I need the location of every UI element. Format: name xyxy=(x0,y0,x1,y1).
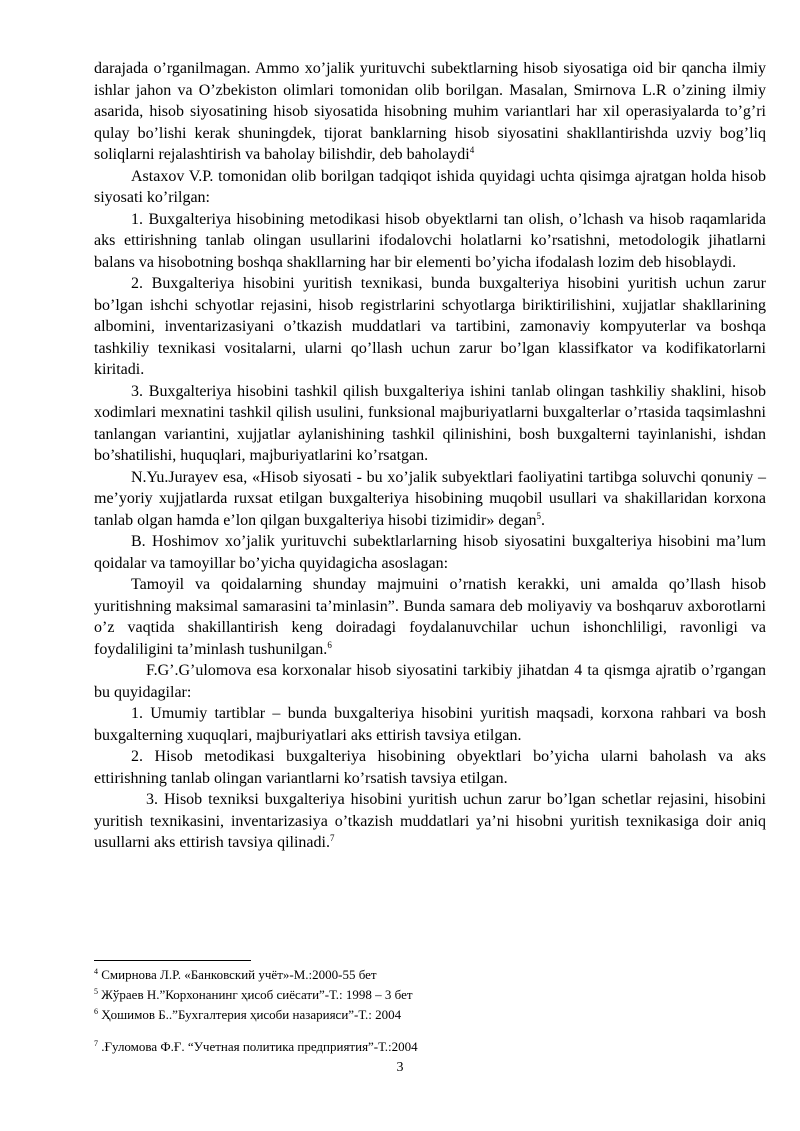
document-page xyxy=(94,58,766,854)
list-item: 1. Umumiy tartiblar – bunda buxgalteriya hisobini yuritish maqsadi, korxona rahbari va bosh buxgalterning xuquqlari, majburiyatlari aks ettirish tavsiya etilgan. xyxy=(94,705,766,744)
body-paragraph: B. Hoshimov xo’jalik yurituvchi subektlarlarning hisob siyosatini buxgalteriya hisobini ma’lum qoidalar va tamoyillar bo’yicha quyidagicha asoslagan: xyxy=(94,533,766,572)
footnote-number: 5 xyxy=(94,987,98,996)
footnote-ref: 4 xyxy=(469,145,475,155)
footnote-number: 7 xyxy=(94,1039,98,1048)
list-item: 2. Hisob metodikasi buxgalteriya hisobining obyektlari bo’yicha ularni baholash va aks ettirishning tanlab olingan variantlarni ko’rsatish tavsiya etilgan. xyxy=(94,748,766,787)
footnote-ref: 5 xyxy=(536,510,542,521)
page-number: 3 xyxy=(396,1060,404,1075)
list-item: 3. Hisob texniksi buxgalteriya hisobini yuritish uchun zarur bo’lgan schetlar rejasini, hisobini yuritish texnikasini, inventarizasiya o’tkazish muddatlari ya’ni hisobni yuritish texnikasiga doir aniq usullarni aks ettirish tavsiya qilinadi.$^7$ xyxy=(94,791,766,851)
body-paragraph: darajada o’rganilmagan. Ammo xo’jalik yurituvchi subektlarning hisob siyosatiga oid bir qancha ilmiy ishlar jahon va O’zbekiston olimlari tomonidan olib borilgan. Masalan, Smirnova L.R o’zining ilmiy asarida, hisob siyosatining hisob siyosatida hisobning muhim variantlari har xil operasiyalarda to’g’ri qulay bo’lishi kerak shuningdek, tijorat banklarning hisob siyosatini shakllantirishda uzviy bog’liq soliqlarni rejalashtirish va baholay bilishdir, deb baholaydi$^4$ xyxy=(94,60,766,163)
body-paragraph: N.Yu.Jurayev esa, «Hisob siyosati - bu xo’jalik subyektlari faoliyatini tartibga soluvchi qonuniy – me’yoriy xujjatlarda ruxsat etilgan buxgalteriya hisobining muqobil usullari va shakillaridan korxona tanlab olgan hamda e’lon qilgan buxgalteriya hisobi tizimidir» degan$^5$. xyxy=(94,468,766,529)
footnote: $^5$ Жўраев Н.”Корхонанинг ҳисоб сиёсати”-Т.: 1998 – 3 бет xyxy=(94,987,413,1002)
footnote-number: 4 xyxy=(94,967,98,976)
list-item: 2. Buxgalteriya hisobini yuritish texnikasi, bunda buxgalteriya hisobini yuritish uchun zarur bo’lgan ishchi schyotlar rejasini, hisob registrlarini schyotlarga biriktirilishini, xujjatlar shakllarining albomini, inventarizasiyani o’tkazish muddatlari va tartibini, zamonaviy kompyuterlar va boshqa tashkiliy texnikasi vositalarni, ularni qo’llash uchun zarur bo’lgan klassifkator va kodifikatorlarni kiritadi. xyxy=(94,275,766,378)
footnote-ref: 6 xyxy=(327,639,332,650)
footnote-ref: 7 xyxy=(329,833,335,843)
body-paragraph: F.G’.G’ulomova esa korxonalar hisob siyosatini tarkibiy jihatdan 4 ta qismga ajratib o’rgangan bu quyidagilar: xyxy=(94,662,766,701)
footnote: $^6$ Ҳошимов Б..”Бухгалтерия ҳисоби назарияси”-Т.: 2004 xyxy=(94,1007,402,1022)
footnote: $^4$ Смирнова Л.Р. «Банковский учёт»-М.:2000-55 бет xyxy=(94,967,377,982)
body-paragraph: Tamoyil va qoidalarning shunday majmuini o’rnatish kerakki, uni amalda qo’llash hisob yuritishning maksimal samarasini ta’minlasin”. Bunda samara deb moliyaviy va boshqaruv axborotlarni o’z vaqtida shakillantirish keng doiradagi foydalanuvchilar uchun ishonchliligi, ravonligi va foydaliligini ta’minlash tushunilgan.$^6$ xyxy=(94,576,766,658)
body-paragraph: Astaxov V.P. tomonidan olib borilgan tadqiqot ishida quyidagi uchta qisimga ajratgan holda hisob siyosati ko’rilgan: xyxy=(94,167,766,206)
list-item: 1. Buxgalteriya hisobining metodikasi hisob obyektlarni tan olish, o’lchash va hisob raqamlarida aks ettirishning tanlab olingan usullarini ifodalovchi holatlarni ko’rsatishni, metodologik jihatlarni balans va hisobotning boshqa shakllarning har bir elementi bo’yicha ifodalash lozim deb hisoblaydi. xyxy=(94,210,766,271)
footnote-separator xyxy=(94,960,251,961)
footnotes xyxy=(94,965,766,1057)
footnote: $^7$ .Ғуломова Ф.Ғ. “Учетная политика предприятия”-Т.:2004 xyxy=(94,1039,418,1054)
list-item: 3. Buxgalteriya hisobini tashkil qilish buxgalteriya ishini tanlab olingan tashkiliy shaklini, hisob xodimlari mexnatini tashkil qilish usulini, funksional majburiyatlarni buxgalterlar o’rtasida taqsimlashni tanlangan variantini, xujjatlar aylanishining tashkil qilinishini, bosh buxgalterni tayinlanishi, ishdan bo’shatilishi, huquqlari, majburiyatlarini ko’rsatgan. xyxy=(94,382,766,464)
footnote-number: 6 xyxy=(94,1007,98,1016)
